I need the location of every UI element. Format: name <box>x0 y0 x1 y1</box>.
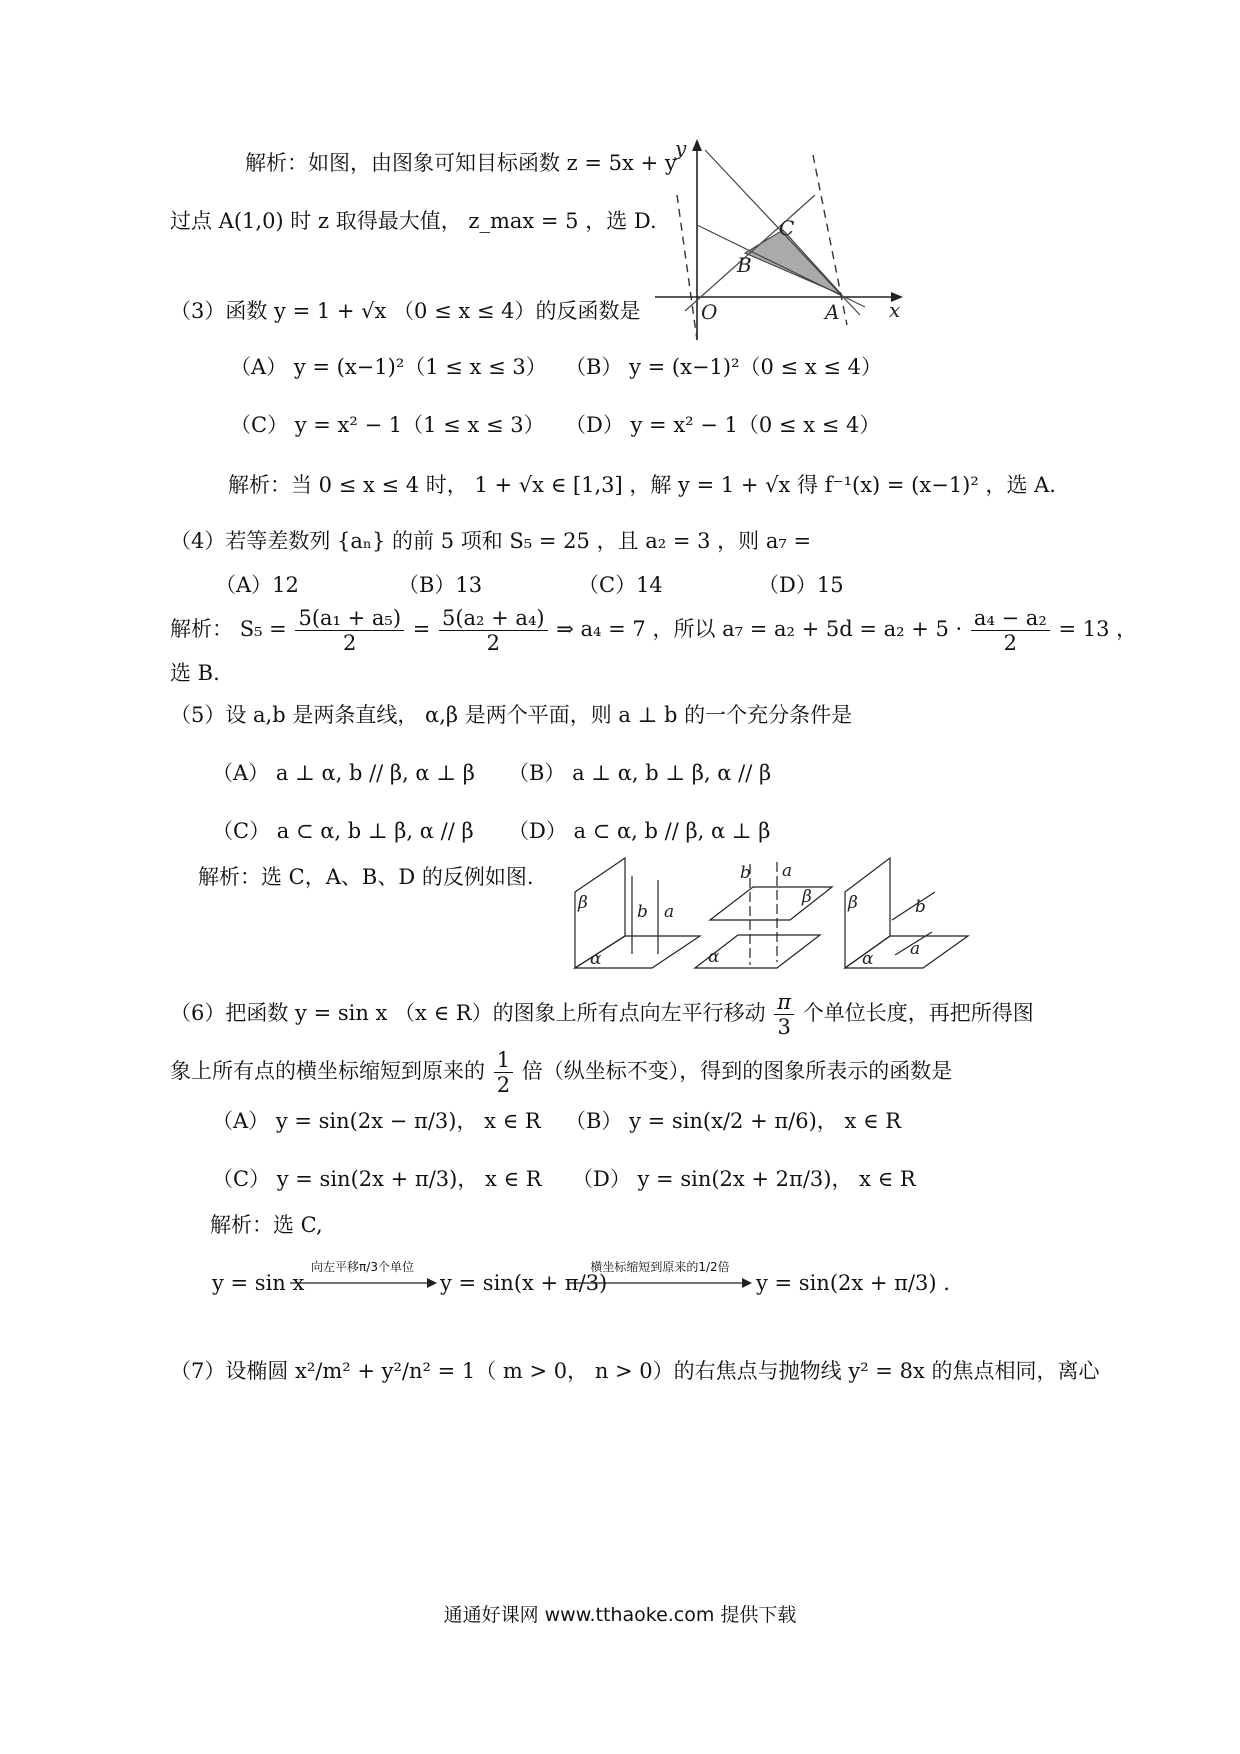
q6-arrow2-label: 横坐标缩短到原来的1/2倍 <box>590 1260 730 1274</box>
q4-fraction-1-num: 5(a₁ + a₅) <box>295 606 404 631</box>
q7-stem: （7）设椭圆 x²/m² + y²/n² = 1（ m > 0， n > 0）的右焦点与抛物线 y² = 8x 的焦点相同，离心 <box>170 1359 1100 1383</box>
fig-c-beta: β <box>848 893 858 913</box>
q6-stem-2a: 象上所有点的横坐标缩短到原来的 <box>170 1059 485 1083</box>
q6-chain-step2: y = sin(x + π/3) <box>440 1271 608 1295</box>
q6-chain-step1: y = sin x <box>212 1271 305 1295</box>
q4-solution-prefix: 解析： <box>170 617 233 641</box>
point-label-b: B <box>737 253 752 277</box>
q6-stem-fraction-num: π <box>774 990 794 1015</box>
q6-stem-line2 <box>170 1048 952 1097</box>
q4-fraction-3-den: 2 <box>1003 631 1018 655</box>
q5-option-b: （B） a ⊥ α, b ⊥ β, α // β <box>508 761 772 785</box>
fig-c-alpha: α <box>862 949 874 969</box>
fig-c-b: b <box>915 897 926 917</box>
q3-option-d: （D） y = x² − 1（0 ≤ x ≤ 4） <box>565 413 881 437</box>
q4-fraction-1 <box>295 606 404 655</box>
fig-a-alpha: α <box>590 949 602 969</box>
q4-solution-end: = 13 ， <box>1058 617 1138 641</box>
fig-b-alpha: α <box>708 947 720 967</box>
feasible-region-graph <box>645 135 915 350</box>
q3-solution: 解析：当 0 ≤ x ≤ 4 时， 1 + √x ∈ [1,3] ，解 y = 1 + √x 得 f⁻¹(x) = (x−1)² ，选 A. <box>228 473 1056 497</box>
q4-option-c: （C）14 <box>578 573 663 597</box>
q4-stem: （4）若等差数列 {aₙ} 的前 5 项和 S₅ = 25 ，且 a₂ = 3 ，则 a₇ = <box>170 529 812 553</box>
q2-solution-line1: 解析：如图，由图象可知目标函数 z = 5x + y <box>245 151 677 175</box>
q4-solution: 解析： S₅ = $\frac{\text{5(a₁ + a₅)}}{2}$ = $\frac{\text{5(a₂ + a₄)}}{2}$ ⇒ a₄ = 7 ，所以 a₇ = a₂ + 5d = a₂ + 5 · $\frac{\text{a₄ − a₂}}{2}$ = 13 ， <box>170 606 1138 655</box>
q4-solution-mid: ⇒ a₄ = 7 ，所以 a₇ = a₂ + 5d = a₂ + 5 · <box>556 617 963 641</box>
q4-fraction-2-den: 2 <box>486 631 500 655</box>
q6-stem-fraction-pi3 <box>774 990 794 1039</box>
point-label-a: A <box>825 300 840 324</box>
q6-stem-half-den: 2 <box>496 1073 511 1097</box>
q6-stem-2b: 倍（纵坐标不变），得到的图象所表示的函数是 <box>521 1059 953 1083</box>
q6-option-b: （B） y = sin(x/2 + π/6)， x ∈ R <box>565 1109 902 1133</box>
q6-arrow1 <box>290 1276 438 1290</box>
q3-option-a: （A） y = (x−1)²（1 ≤ x ≤ 3） <box>230 355 547 379</box>
fig-b-a: a <box>782 861 793 881</box>
page-footer: 通通好课网 www.tthaoke.com 提供下载 <box>443 1604 797 1626</box>
q5-solution: 解析：选 C，A、B、D 的反例如图. <box>198 865 534 889</box>
q4-option-b: （B）13 <box>398 573 483 597</box>
q4-fraction-1-den: 2 <box>343 631 357 655</box>
q6-stem-line1 <box>170 990 1034 1039</box>
q4-solution-s5: S₅ = <box>239 617 287 641</box>
q4-fraction-2-num: 5(a₂ + a₄) <box>439 606 548 631</box>
point-label-o: O <box>701 300 718 324</box>
q6-stem-half-num: 1 <box>494 1048 513 1073</box>
q4-solution-line2: 选 B. <box>170 661 220 685</box>
q6-option-a: （A） y = sin(2x − π/3)， x ∈ R <box>212 1109 541 1133</box>
q5-option-c: （C） a ⊂ α, b ⊥ β, α // β <box>212 819 474 843</box>
q4-option-a: （A）12 <box>215 573 299 597</box>
q6-stem-fraction-half <box>494 1048 513 1097</box>
q4-option-d: （D）15 <box>758 573 844 597</box>
counterexample-figures <box>570 850 975 978</box>
q6-solution: 解析：选 C, <box>210 1213 323 1237</box>
q3-stem: （3）函数 y = 1 + √x （0 ≤ x ≤ 4）的反函数是 <box>170 299 641 323</box>
axis-label-y: y <box>675 136 687 160</box>
axis-label-x: x <box>889 298 901 322</box>
q6-chain-step3: y = sin(2x + π/3) . <box>756 1271 950 1295</box>
q4-fraction-2 <box>439 606 548 655</box>
q3-option-c: （C） y = x² − 1（1 ≤ x ≤ 3） <box>230 413 545 437</box>
q3-option-b: （B） y = (x−1)²（0 ≤ x ≤ 4） <box>565 355 882 379</box>
q5-option-a: （A） a ⊥ α, b // β, α ⊥ β <box>212 761 475 785</box>
q6-stem-1b: 个单位长度，再把所得图 <box>802 1001 1034 1025</box>
fig-a-b: b <box>637 902 648 922</box>
point-label-c: C <box>779 216 795 240</box>
q6-option-d: （D） y = sin(2x + 2π/3)， x ∈ R <box>572 1167 916 1191</box>
q6-arrow2 <box>568 1276 753 1290</box>
fig-a-a: a <box>664 902 675 922</box>
fig-a-beta: β <box>578 893 588 913</box>
q4-fraction-3-num: a₄ − a₂ <box>971 606 1050 631</box>
q5-stem: （5）设 a,b 是两条直线， α,β 是两个平面，则 a ⊥ b 的一个充分条件是 <box>170 703 853 727</box>
q5-option-d: （D） a ⊂ α, b // β, α ⊥ β <box>508 819 771 843</box>
q2-solution-line2: 过点 A(1,0) 时 z 取得最大值， z_max = 5 ，选 D. <box>170 209 657 233</box>
q6-option-c: （C） y = sin(2x + π/3)， x ∈ R <box>212 1167 542 1191</box>
fig-b-b: b <box>740 863 751 883</box>
fig-c-a: a <box>910 939 921 959</box>
q6-stem-1a: （6）把函数 y = sin x （x ∈ R）的图象上所有点向左平行移动 <box>170 1001 766 1025</box>
q4-fraction-3 <box>971 606 1050 655</box>
q6-stem-fraction-den: 3 <box>777 1015 791 1039</box>
fig-b-beta: β <box>802 887 812 907</box>
q6-arrow1-label: 向左平移π/3个单位 <box>311 1260 414 1274</box>
